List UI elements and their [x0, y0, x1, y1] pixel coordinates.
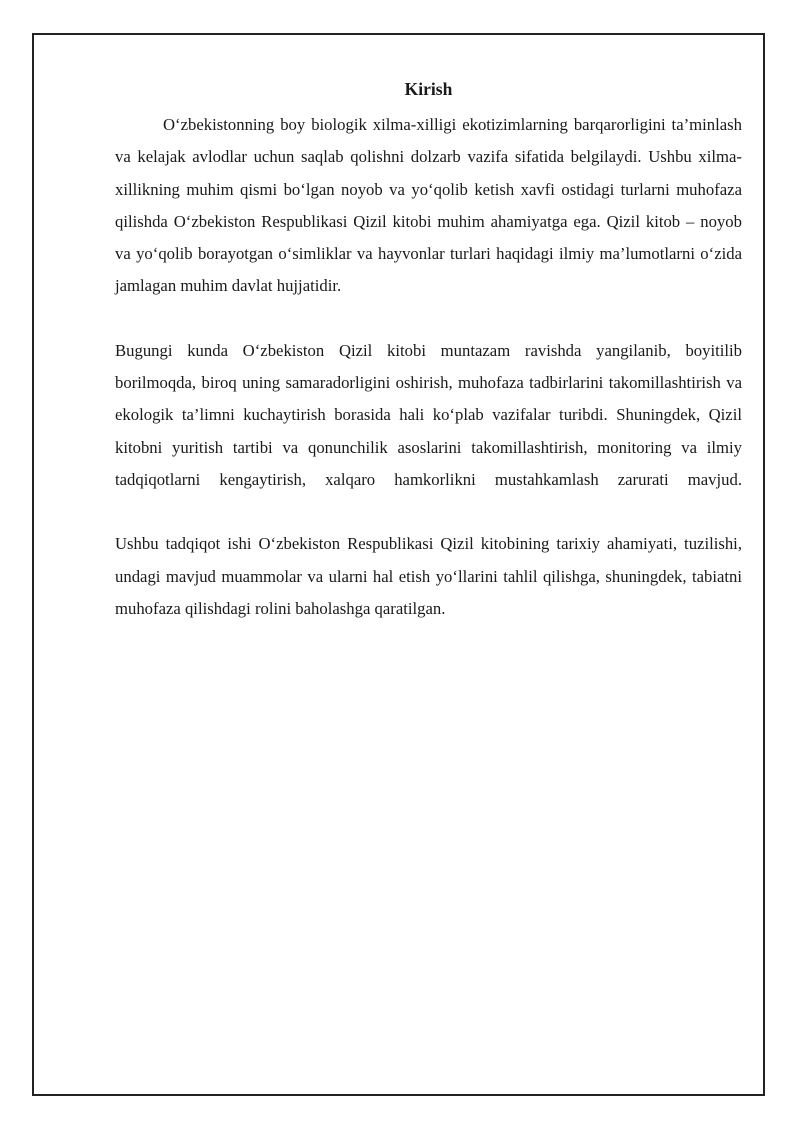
paragraph-gap: [115, 303, 742, 335]
paragraph-intro: O‘zbekistonning boy biologik xilma-xilligi ekotizimlarning barqarorligini ta’minlash va kelajak avlodlar uchun saqlab qolishni dolzarb vazifa sifatida belgilaydi. Ushbu xilma-xillikning muhim qismi bo‘lgan noyob va yo‘qolib ketish xavfi ostidagi turlarni muhofaza qilishda O‘zbekiston Respublikasi Qizil kitobi muhim ahamiyatga ega. Qizil kitob – noyob va yo‘qolib borayotgan o‘simliklar va hayvonlar turlari haqidagi ilmiy ma’lumotlarni o‘zida jamlagan muhim davlat hujjatidir.: [115, 115, 742, 296]
document-title: Kirish: [404, 79, 453, 99]
paragraph-research-aim: Ushbu tadqiqot ishi O‘zbekiston Respublikasi Qizil kitobining tarixiy ahamiyati, tuzilishi, undagi mavjud muammolar va ularni hal etish yo‘llarini tahlil qilishga, shuningdek, tabiatni muhofaza qilishdagi rolini baholashga qaratilgan.: [115, 534, 742, 618]
paragraph-current-state: Bugungi kunda O‘zbekiston Qizil kitobi muntazam ravishda yangilanib, boyitilib borilmoqda, biroq uning samaradorligini oshirish, muhofaza tadbirlarini takomillashtirish va ekologik ta’limni kuchaytirish borasida hali ko‘plab vazifalar turibdi. Shuningdek, Qizil kitobni yuritish tartibi va qonunchilik asoslarini takomillashtirish, monitoring va ilmiy tadqiqotlarni kengaytirish, xalqaro hamkorlikni mustahkamlash zarurati mavjud.: [115, 340, 742, 489]
paragraph-gap: [115, 496, 742, 528]
document-body: [115, 76, 742, 625]
